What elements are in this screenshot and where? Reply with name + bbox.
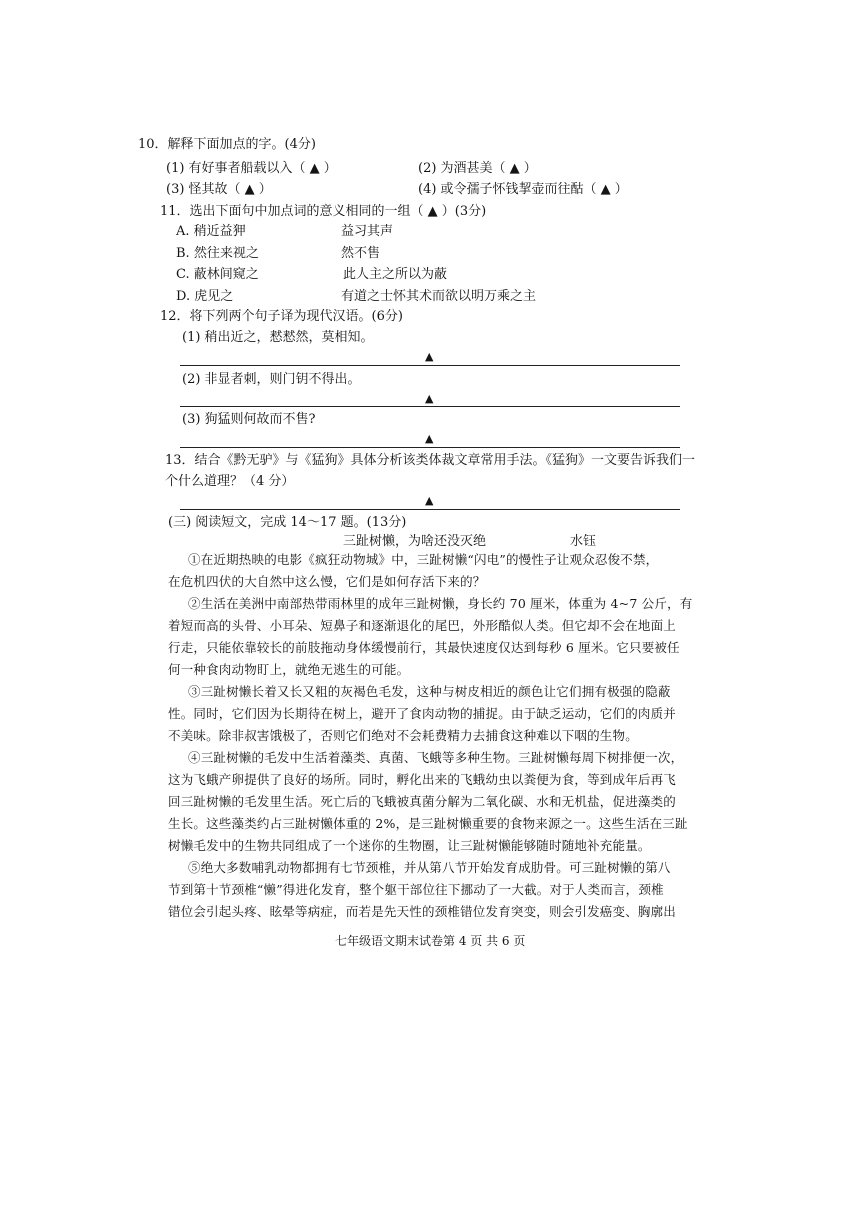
paragraph-line: 性。同时，它们因为长期待在树上，避开了食肉动物的捕捉。由于缺乏运动，它们的肉质并 (168, 706, 677, 721)
answer-line (180, 447, 680, 448)
q10-item-4: (4) 或令孺子怀钱挈壶而往酤（ ▲ ） (418, 182, 628, 197)
paragraph-line: 生长。这些藻类约占三趾树懒体重的 2%，是三趾树懒重要的食物来源之一。这些生活在三趾 (168, 816, 688, 831)
answer-line (180, 406, 680, 407)
q11-option-a-left: A. 稍近益狎 (176, 224, 246, 239)
paragraph-line: ④三趾树懒的毛发中生活着藻类、真菌、飞蛾等多种生物。三趾树懒每周下树排便一次， (188, 750, 684, 765)
q11-option-d-left: D. 虎见之 (176, 289, 234, 304)
paragraph-line: 何一种食肉动物盯上，就绝无逃生的可能。 (168, 662, 410, 677)
q12-item-2: (2) 非显者刺，则门钥不得出。 (182, 372, 361, 387)
q11-option-c-right: 此人主之所以为蔽 (343, 267, 448, 282)
paragraph-line: ⑤绝大多数哺乳动物都拥有七节颈椎，并从第八节开始发育成肋骨。可三趾树懒的第八 (188, 860, 671, 875)
page-footer: 七年级语文期末试卷第 4 页 共 6 页 (335, 934, 526, 948)
q11-option-b-left: B. 然往来视之 (176, 246, 259, 261)
q11-option-c-left: C. 蔽林间窥之 (176, 267, 259, 282)
answer-line (180, 509, 680, 510)
q11-option-b-right: 然不售 (341, 246, 381, 261)
q12-answer-mark-3: ▲ (425, 432, 434, 445)
paragraph-line: 不美味。除非叔害饿极了，否则它们绝对不会耗费精力去捕食这种难以下咽的生物。 (168, 728, 638, 743)
section-heading: (三) 阅读短文，完成 14～17 题。(13分) (168, 515, 407, 530)
q10-item-3: (3) 怪其故（ ▲ ） (166, 182, 272, 197)
q11-option-d-right: 有道之士怀其术而欲以明万乘之主 (341, 289, 537, 304)
q12-item-3: (3) 狗猛则何故而不售? (182, 412, 316, 427)
paragraph-line: 树懒毛发中的生物共同组成了一个迷你的生物圈，让三趾树懒能够随时随地补充能量。 (168, 838, 651, 853)
q10-item-1: (1) 有好事者船载以入（ ▲ ） (166, 161, 337, 176)
q11-option-a-right: 益习其声 (341, 224, 394, 239)
article-author: 水钰 (570, 534, 597, 549)
paragraph-line: 错位会引起头疼、眩晕等病症，而若是先天性的颈椎错位发育突变，则会引发癌变、胸廓出 (168, 904, 677, 919)
paragraph-line: 行走，只能依靠较长的前肢拖动身体缓慢前行，其最快速度仅达到每秒 6 厘米。它只要被任 (168, 640, 680, 655)
q10-prompt: 10．解释下面加点的字。(4分) (138, 137, 316, 152)
paragraph-line: ②生活在美洲中南部热带雨林里的成年三趾树懒，身长约 70 厘米，体重为 4~7 公斤，有 (188, 596, 693, 611)
paragraph-line: 这为飞蛾产卵提供了良好的场所。同时，孵化出来的飞蛾幼虫以粪便为食，等到成年后再飞 (168, 772, 677, 787)
article-title: 三趾树懒，为啥还没灭绝 (343, 534, 487, 549)
q11-prompt: 11．选出下面句中加点词的意义相同的一组（ ▲ ）(3分) (160, 204, 487, 219)
q10-item-2: (2) 为酒甚美（ ▲ ） (418, 161, 537, 176)
answer-line (180, 365, 680, 366)
paragraph-line: ③三趾树懒长着又长又粗的灰褐色毛发，这种与树皮相近的颜色让它们拥有极强的隐蔽 (188, 684, 671, 699)
paragraph-line: 回三趾树懒的毛发里生活。死亡后的飞蛾被真菌分解为二氧化碳、水和无机盐，促进藻类的 (168, 794, 677, 809)
paragraph-line: 在危机四伏的大自然中这么慢，它们是如何存活下来的？ (168, 574, 486, 589)
q13-answer-mark: ▲ (425, 494, 434, 507)
q12-prompt: 12．将下列两个句子译为现代汉语。(6分) (160, 309, 403, 324)
paragraph-line: ①在近期热映的电影《疯狂动物城》中，三趾树懒“闪电”的慢性子让观众忍俊不禁， (188, 552, 659, 567)
q12-answer-mark-2: ▲ (425, 392, 434, 405)
q12-answer-mark-1: ▲ (425, 350, 434, 363)
q13-line-2: 个什么道理？（4 分） (165, 474, 295, 489)
q13-line-1: 13．结合《黔无驴》与《猛狗》具体分析该类体裁文章常用手法。《猛狗》一文要告诉我们一 (165, 453, 696, 468)
paragraph-line: 节到第十节颈椎“懒”得进化发育，整个躯干部位往下挪动了一大截。对于人类而言，颈椎 (168, 882, 664, 897)
paragraph-line: 着短而高的头骨、小耳朵、短鼻子和逐渐退化的尾巴，外形酷似人类。但它却不会在地面上 (168, 618, 677, 633)
q12-item-1: (1) 稍出近之，慭慭然，莫相知。 (182, 330, 374, 345)
